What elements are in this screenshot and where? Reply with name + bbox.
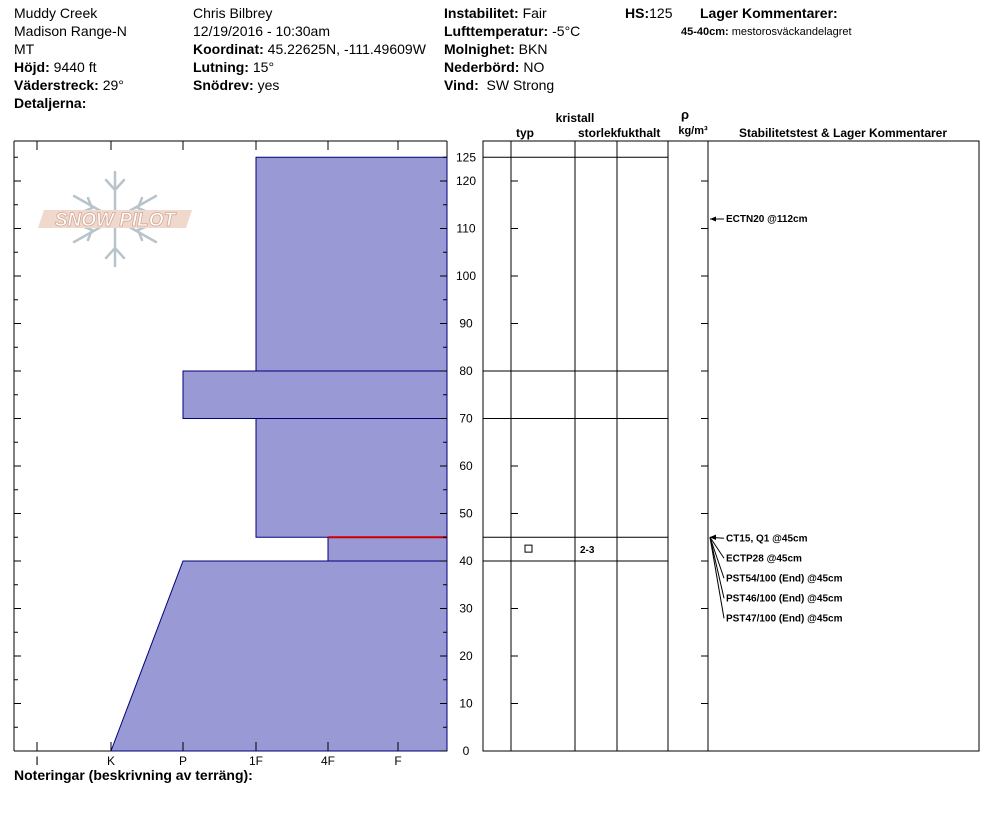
datetime: 12/19/2016 - 10:30am bbox=[193, 23, 330, 39]
stability-test-label: PST54/100 (End) @45cm bbox=[726, 573, 843, 585]
stability-column bbox=[708, 141, 979, 751]
elevation-value: 9440 ft bbox=[53, 59, 97, 75]
hardness-label: I bbox=[35, 754, 39, 768]
hardness-label: P bbox=[178, 754, 188, 768]
density-column bbox=[668, 141, 708, 751]
depth-label: 100 bbox=[455, 269, 477, 283]
depth-label: 30 bbox=[459, 601, 473, 616]
test-arrow bbox=[710, 537, 724, 598]
col-rho: ρ bbox=[680, 107, 690, 122]
terrain-notes-label: Noteringar (beskrivning av terräng): bbox=[14, 767, 253, 783]
depth-label: 125 bbox=[455, 150, 477, 165]
layer-comment-text: mestorosväckandelagret bbox=[731, 26, 852, 38]
stability-test-label: CT15, Q1 @45cm bbox=[726, 533, 808, 545]
layer-0 bbox=[256, 157, 447, 371]
sky-value: BKN bbox=[518, 41, 548, 57]
layer-comment-range: 45-40cm: bbox=[681, 26, 729, 38]
hardness-label: 1F bbox=[248, 754, 264, 768]
depth-label: 20 bbox=[459, 649, 473, 663]
hardness-label: K bbox=[106, 754, 116, 768]
col-typ: typ bbox=[516, 126, 534, 140]
drift-value: yes bbox=[257, 77, 280, 93]
layers-group bbox=[111, 157, 447, 751]
stability-test-label: PST47/100 (End) @45cm bbox=[726, 613, 843, 625]
instability-label: Instabilitet: bbox=[444, 5, 519, 21]
sky-label: Molnighet: bbox=[444, 41, 515, 57]
depth-label: 50 bbox=[459, 506, 473, 521]
col-fukthalt: fukthalt bbox=[617, 126, 661, 140]
hs-label: HS: bbox=[625, 5, 650, 21]
coord-label: Koordinat: bbox=[193, 41, 264, 57]
grain-size-value: 2-3 bbox=[580, 545, 595, 557]
coord-value: 45.22625N, -111.49609W bbox=[267, 41, 426, 57]
aspect-label: Väderstreck: bbox=[14, 77, 99, 93]
slope-label: Lutning: bbox=[193, 59, 249, 75]
wind-value: SW Strong bbox=[486, 77, 555, 93]
grain-type-symbol bbox=[525, 545, 532, 552]
stability-test-label: PST46/100 (End) @45cm bbox=[726, 593, 843, 605]
hardness-label: 4F bbox=[320, 754, 336, 768]
depth-label: 90 bbox=[459, 316, 473, 331]
hs-value: 125 bbox=[649, 5, 673, 21]
layer-3 bbox=[328, 537, 447, 561]
depth-label: 60 bbox=[459, 459, 473, 473]
col-kristall: kristall bbox=[555, 111, 595, 125]
layer-1 bbox=[183, 371, 447, 419]
elevation-label: Höjd: bbox=[14, 59, 50, 75]
col-storlek: storlek bbox=[578, 126, 618, 140]
hardness-label: F bbox=[394, 754, 402, 768]
snowpilot-logo-text: SNOW PILOT bbox=[54, 210, 176, 231]
depth-label: 120 bbox=[455, 174, 477, 188]
layer-4 bbox=[111, 561, 447, 751]
depth-label: 70 bbox=[459, 411, 473, 426]
layer-2 bbox=[256, 419, 447, 538]
wind-label: Vind: bbox=[444, 77, 479, 93]
col-density-unit: kg/m³ bbox=[678, 125, 708, 137]
airtemp-label: Lufttemperatur: bbox=[444, 23, 549, 39]
drift-label: Snödrev: bbox=[193, 77, 254, 93]
observer: Chris Bilbrey bbox=[193, 5, 273, 21]
test-arrowhead bbox=[710, 217, 716, 222]
test-arrow bbox=[710, 537, 724, 618]
stability-test-label: ECTN20 @112cm bbox=[726, 214, 808, 225]
depth-label: 80 bbox=[459, 364, 473, 378]
stability-test-label: ECTP28 @45cm bbox=[726, 553, 802, 565]
test-arrow bbox=[710, 537, 724, 578]
instability-value: Fair bbox=[522, 5, 547, 21]
details-label: Detaljerna: bbox=[14, 95, 87, 111]
location-state: MT bbox=[14, 41, 35, 57]
depth-label: 0 bbox=[462, 744, 470, 758]
depth-label: 40 bbox=[459, 554, 473, 568]
location-name: Muddy Creek bbox=[14, 5, 98, 21]
col-stability: Stabilitetstest & Lager Kommentarer bbox=[738, 126, 948, 140]
table-depth-ticks bbox=[511, 181, 708, 751]
slope-value: 15° bbox=[252, 59, 275, 75]
depth-label: 10 bbox=[459, 696, 473, 711]
aspect-value: 29° bbox=[102, 77, 124, 93]
precip-value: NO bbox=[523, 59, 545, 75]
layer-comments-title: Lager Kommentarer: bbox=[700, 5, 838, 21]
depth-label: 110 bbox=[456, 221, 476, 236]
precip-label: Nederbörd: bbox=[444, 59, 520, 75]
airtemp-value: -5°C bbox=[552, 23, 581, 39]
snowpilot-logo bbox=[38, 172, 192, 266]
location-range: Madison Range-N bbox=[14, 23, 127, 39]
stability-tests bbox=[710, 214, 843, 624]
